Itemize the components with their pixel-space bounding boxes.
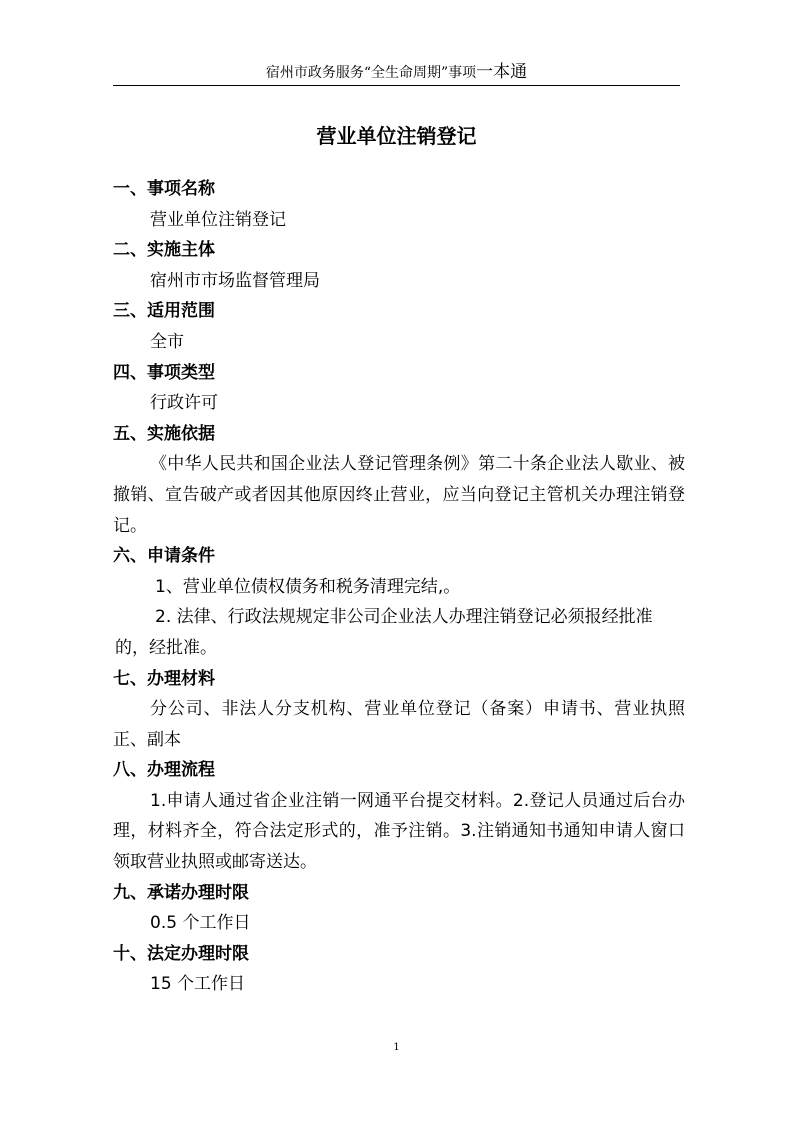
section-heading-basis: 五、实施依据 <box>113 423 215 444</box>
section-heading-promised-time: 九、承诺办理时限 <box>113 882 249 903</box>
section-value-item-name: 营业单位注销登记 <box>150 209 286 230</box>
section-value-scope: 全市 <box>150 331 184 352</box>
condition-item: 1、营业单位债权债务和税务清理完结,。 <box>155 576 461 597</box>
section-value-authority: 宿州市市场监督管理局 <box>150 270 320 291</box>
section-value-materials: 分公司、非法人分支机构、营业单位登记（备案）申请书、营业执照正、副本 <box>113 699 685 750</box>
running-header <box>0 62 793 83</box>
section-heading-scope: 三、适用范围 <box>113 301 215 322</box>
section-heading-conditions: 六、申请条件 <box>113 546 215 567</box>
page-number: 1 <box>393 1042 400 1053</box>
header-text-end: 一本通 <box>476 62 528 82</box>
section-value-process: 1.申请人通过省企业注销一网通平台提交材料。2.登记人员通过后台办理，材料齐全，符合法定形式的，准予注销。3.注销通知书通知申请人窗口领取营业执照或邮寄送达。 <box>113 790 685 873</box>
condition-item: 2. 法律、行政法规规定非公司企业法人办理注销登记必须报经批准的，经批准。 <box>115 607 653 658</box>
section-heading-legal-time: 十、法定办理时限 <box>113 943 249 964</box>
document-title: 营业单位注销登记 <box>316 124 477 148</box>
header-rule <box>113 85 680 86</box>
section-heading-process: 八、办理流程 <box>113 760 215 781</box>
section-value-basis: 《中华人民共和国企业法人登记管理条例》第二十条企业法人歇业、被撤销、宣告破产或者因其他原因终止营业，应当向登记主管机关办理注销登记。 <box>113 454 685 536</box>
document-body <box>113 174 685 1000</box>
section-value-promised-time: 0.5 个工作日 <box>150 913 251 934</box>
header-text: 宿州市政务服务“全生命周期”事项 <box>265 65 477 81</box>
section-value-type: 行政许可 <box>150 393 218 414</box>
section-heading-item-name: 一、事项名称 <box>113 179 215 199</box>
section-value-legal-time: 15 个工作日 <box>150 974 246 995</box>
section-heading-authority: 二、实施主体 <box>113 240 215 261</box>
section-heading-type: 四、事项类型 <box>113 362 215 383</box>
section-heading-materials: 七、办理材料 <box>113 668 215 689</box>
